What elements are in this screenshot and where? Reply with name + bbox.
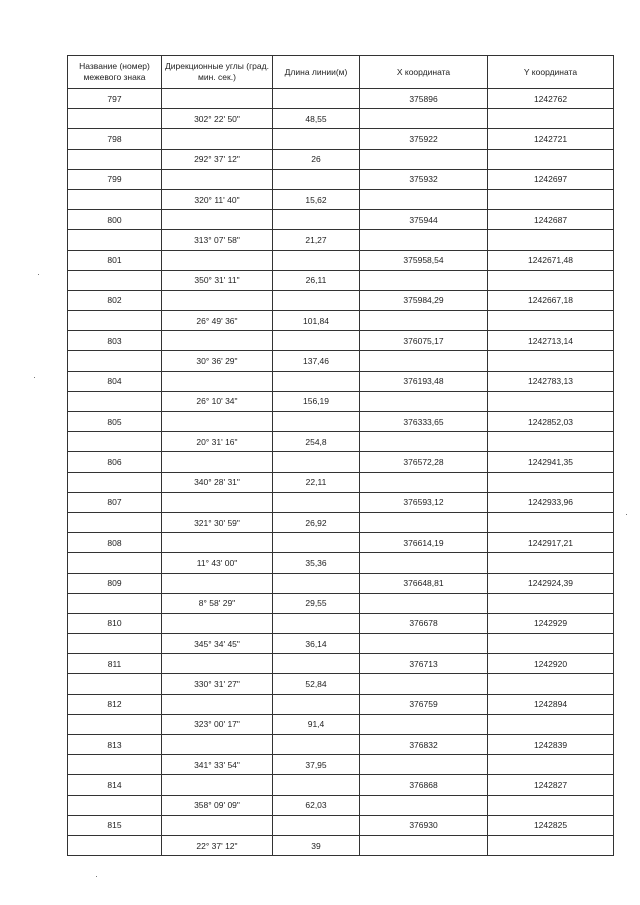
empty-cell [273,654,360,674]
line-length-cell: 26,11 [273,270,360,290]
empty-cell [162,573,273,593]
segment-row [68,795,614,815]
point-name-cell: 807 [68,492,162,512]
direction-angle-cell: 321° 30' 59" [162,512,273,532]
point-row [68,573,614,593]
empty-cell [68,351,162,371]
empty-cell [360,351,488,371]
boundary-coordinates-table [67,55,614,856]
x-coordinate-cell: 376713 [360,654,488,674]
empty-cell [68,472,162,492]
y-coordinate-cell: 1242852,03 [488,412,614,432]
y-coordinate-cell: 1242721 [488,129,614,149]
y-coordinate-cell: 1242839 [488,735,614,755]
empty-cell [162,492,273,512]
segment-row [68,149,614,169]
direction-angle-cell: 350° 31' 11" [162,270,273,290]
empty-cell [273,533,360,553]
empty-cell [162,371,273,391]
empty-cell [162,210,273,230]
empty-cell [68,149,162,169]
empty-cell [488,835,614,855]
x-coordinate-cell: 375944 [360,210,488,230]
direction-angle-cell: 330° 31' 27" [162,674,273,694]
segment-row [68,835,614,855]
empty-cell [488,189,614,209]
empty-cell [162,169,273,189]
table-header-row [68,56,614,89]
empty-cell [162,613,273,633]
scan-speck [626,514,627,515]
empty-cell [360,149,488,169]
scan-speck [96,876,97,877]
empty-cell [68,230,162,250]
y-coordinate-cell: 1242687 [488,210,614,230]
empty-cell [488,755,614,775]
point-name-cell: 798 [68,129,162,149]
point-name-cell: 813 [68,735,162,755]
segment-row [68,755,614,775]
direction-angle-cell: 340° 28' 31" [162,472,273,492]
point-name-cell: 797 [68,89,162,109]
direction-angle-cell: 345° 34' 45" [162,634,273,654]
empty-cell [162,452,273,472]
line-length-cell: 26,92 [273,512,360,532]
empty-cell [68,109,162,129]
direction-angle-cell: 30° 36' 29" [162,351,273,371]
line-length-cell: 101,84 [273,311,360,331]
empty-cell [162,250,273,270]
empty-cell [488,311,614,331]
header-x-coordinate: X координата [360,56,488,89]
empty-cell [68,432,162,452]
empty-cell [488,714,614,734]
empty-cell [360,472,488,492]
segment-row [68,351,614,371]
empty-cell [488,795,614,815]
empty-cell [68,674,162,694]
line-length-cell: 156,19 [273,391,360,411]
scan-speck [34,377,35,378]
point-row [68,613,614,633]
point-name-cell: 810 [68,613,162,633]
empty-cell [360,109,488,129]
segment-row [68,311,614,331]
empty-cell [162,129,273,149]
point-name-cell: 804 [68,371,162,391]
segment-row [68,270,614,290]
empty-cell [488,270,614,290]
point-name-cell: 803 [68,331,162,351]
point-name-cell: 808 [68,533,162,553]
x-coordinate-cell: 376832 [360,735,488,755]
scan-speck [38,274,39,275]
empty-cell [273,129,360,149]
line-length-cell: 37,95 [273,755,360,775]
y-coordinate-cell: 1242713,14 [488,331,614,351]
x-coordinate-cell: 376333,65 [360,412,488,432]
empty-cell [68,270,162,290]
direction-angle-cell: 358° 09' 09" [162,795,273,815]
line-length-cell: 36,14 [273,634,360,654]
line-length-cell: 29,55 [273,593,360,613]
empty-cell [360,189,488,209]
x-coordinate-cell: 376614,19 [360,533,488,553]
segment-row [68,512,614,532]
direction-angle-cell: 20° 31' 16" [162,432,273,452]
empty-cell [273,89,360,109]
empty-cell [273,371,360,391]
point-row [68,290,614,310]
point-row [68,250,614,270]
line-length-cell: 91,4 [273,714,360,734]
header-line-length: Длина линии(м) [273,56,360,89]
empty-cell [162,654,273,674]
x-coordinate-cell: 376193,48 [360,371,488,391]
empty-cell [360,432,488,452]
line-length-cell: 21,27 [273,230,360,250]
empty-cell [360,795,488,815]
direction-angle-cell: 26° 10' 34" [162,391,273,411]
x-coordinate-cell: 376593,12 [360,492,488,512]
empty-cell [360,270,488,290]
empty-cell [360,714,488,734]
empty-cell [162,533,273,553]
x-coordinate-cell: 376572,28 [360,452,488,472]
point-name-cell: 812 [68,694,162,714]
empty-cell [68,593,162,613]
empty-cell [273,412,360,432]
empty-cell [488,149,614,169]
line-length-cell: 35,36 [273,553,360,573]
line-length-cell: 22,11 [273,472,360,492]
header-point-name: Название (номер) межевого знака [68,56,162,89]
segment-row [68,109,614,129]
empty-cell [68,189,162,209]
point-name-cell: 811 [68,654,162,674]
empty-cell [488,512,614,532]
line-length-cell: 48,55 [273,109,360,129]
empty-cell [162,331,273,351]
empty-cell [68,795,162,815]
empty-cell [488,553,614,573]
empty-cell [162,290,273,310]
x-coordinate-cell: 376648,81 [360,573,488,593]
y-coordinate-cell: 1242929 [488,613,614,633]
empty-cell [68,311,162,331]
empty-cell [273,492,360,512]
point-row [68,89,614,109]
direction-angle-cell: 302° 22' 50" [162,109,273,129]
table-body [68,89,614,856]
y-coordinate-cell: 1242697 [488,169,614,189]
y-coordinate-cell: 1242671,48 [488,250,614,270]
empty-cell [360,553,488,573]
point-row [68,815,614,835]
point-row [68,210,614,230]
x-coordinate-cell: 376868 [360,775,488,795]
y-coordinate-cell: 1242825 [488,815,614,835]
empty-cell [273,775,360,795]
point-name-cell: 805 [68,412,162,432]
empty-cell [162,89,273,109]
y-coordinate-cell: 1242941,35 [488,452,614,472]
line-length-cell: 254,8 [273,432,360,452]
x-coordinate-cell: 376759 [360,694,488,714]
direction-angle-cell: 323° 00' 17" [162,714,273,734]
empty-cell [360,835,488,855]
header-direction-angles: Дирекционные углы (град. мин. сек.) [162,56,273,89]
empty-cell [273,290,360,310]
direction-angle-cell: 320° 11' 40" [162,189,273,209]
x-coordinate-cell: 375958,54 [360,250,488,270]
empty-cell [488,432,614,452]
empty-cell [360,230,488,250]
point-name-cell: 809 [68,573,162,593]
empty-cell [68,755,162,775]
empty-cell [273,169,360,189]
point-row [68,533,614,553]
direction-angle-cell: 11° 43' 00" [162,553,273,573]
point-name-cell: 802 [68,290,162,310]
empty-cell [488,634,614,654]
empty-cell [360,634,488,654]
line-length-cell: 15,62 [273,189,360,209]
y-coordinate-cell: 1242783,13 [488,371,614,391]
y-coordinate-cell: 1242920 [488,654,614,674]
point-row [68,129,614,149]
empty-cell [68,553,162,573]
point-name-cell: 800 [68,210,162,230]
direction-angle-cell: 26° 49' 36" [162,311,273,331]
segment-row [68,674,614,694]
x-coordinate-cell: 375932 [360,169,488,189]
segment-row [68,230,614,250]
empty-cell [68,835,162,855]
segment-row [68,553,614,573]
point-row [68,452,614,472]
line-length-cell: 137,46 [273,351,360,371]
x-coordinate-cell: 375922 [360,129,488,149]
empty-cell [488,351,614,371]
point-row [68,654,614,674]
segment-row [68,714,614,734]
line-length-cell: 26 [273,149,360,169]
y-coordinate-cell: 1242762 [488,89,614,109]
y-coordinate-cell: 1242924,39 [488,573,614,593]
empty-cell [273,735,360,755]
point-name-cell: 799 [68,169,162,189]
empty-cell [488,674,614,694]
direction-angle-cell: 8° 58' 29" [162,593,273,613]
empty-cell [273,694,360,714]
empty-cell [360,674,488,694]
empty-cell [273,210,360,230]
empty-cell [162,412,273,432]
x-coordinate-cell: 375896 [360,89,488,109]
y-coordinate-cell: 1242827 [488,775,614,795]
empty-cell [488,593,614,613]
point-name-cell: 815 [68,815,162,835]
empty-cell [273,331,360,351]
point-row [68,371,614,391]
x-coordinate-cell: 376930 [360,815,488,835]
point-name-cell: 801 [68,250,162,270]
x-coordinate-cell: 375984,29 [360,290,488,310]
empty-cell [273,452,360,472]
empty-cell [360,593,488,613]
point-row [68,412,614,432]
segment-row [68,593,614,613]
empty-cell [488,472,614,492]
point-row [68,169,614,189]
point-row [68,775,614,795]
segment-row [68,634,614,654]
segment-row [68,472,614,492]
empty-cell [162,694,273,714]
y-coordinate-cell: 1242933,96 [488,492,614,512]
empty-cell [488,109,614,129]
empty-cell [273,815,360,835]
line-length-cell: 62,03 [273,795,360,815]
empty-cell [273,250,360,270]
y-coordinate-cell: 1242917,21 [488,533,614,553]
point-row [68,492,614,512]
empty-cell [360,755,488,775]
empty-cell [162,815,273,835]
point-name-cell: 814 [68,775,162,795]
header-y-coordinate: Y координата [488,56,614,89]
empty-cell [488,391,614,411]
line-length-cell: 52,84 [273,674,360,694]
empty-cell [68,391,162,411]
empty-cell [162,735,273,755]
point-name-cell: 806 [68,452,162,472]
empty-cell [360,311,488,331]
empty-cell [273,613,360,633]
segment-row [68,391,614,411]
line-length-cell: 39 [273,835,360,855]
empty-cell [68,714,162,734]
empty-cell [68,512,162,532]
y-coordinate-cell: 1242894 [488,694,614,714]
empty-cell [273,573,360,593]
empty-cell [162,775,273,795]
point-row [68,694,614,714]
direction-angle-cell: 292° 37' 12" [162,149,273,169]
empty-cell [488,230,614,250]
segment-row [68,432,614,452]
point-row [68,331,614,351]
empty-cell [68,634,162,654]
empty-cell [360,512,488,532]
empty-cell [360,391,488,411]
direction-angle-cell: 313° 07' 58" [162,230,273,250]
direction-angle-cell: 341° 33' 54" [162,755,273,775]
point-row [68,735,614,755]
y-coordinate-cell: 1242667,18 [488,290,614,310]
x-coordinate-cell: 376678 [360,613,488,633]
segment-row [68,189,614,209]
direction-angle-cell: 22° 37' 12" [162,835,273,855]
x-coordinate-cell: 376075,17 [360,331,488,351]
